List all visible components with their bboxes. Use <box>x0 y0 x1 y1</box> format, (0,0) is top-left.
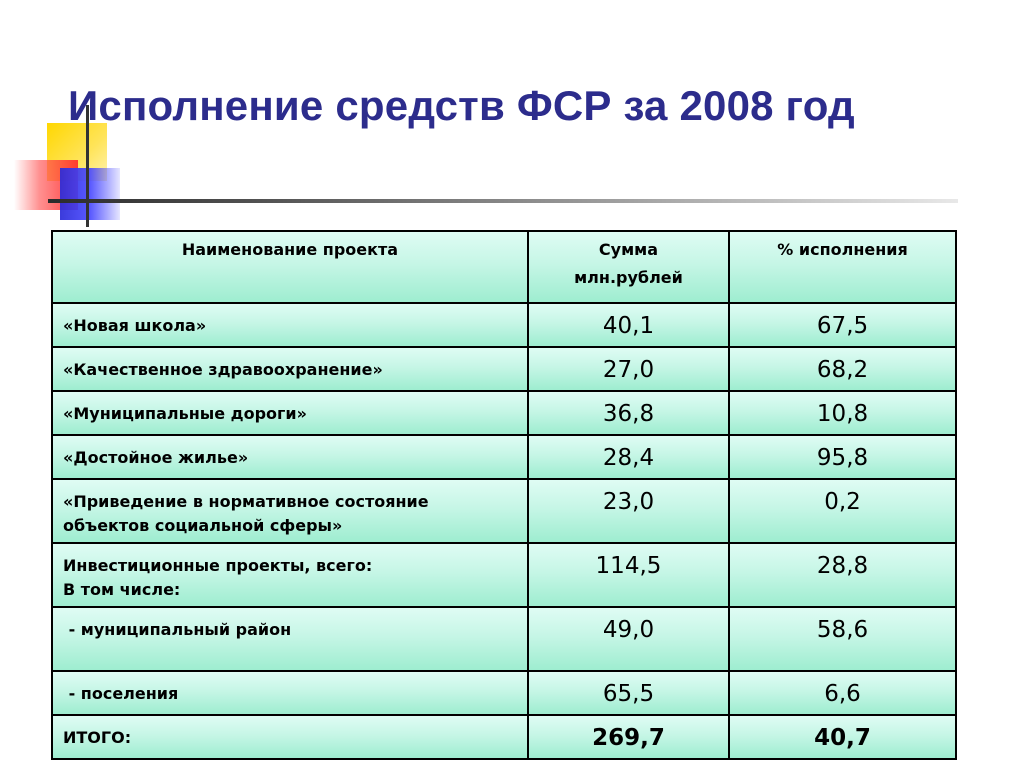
row-percent: 0,2 <box>729 479 956 543</box>
row-project-name-text-line2: объектов социальной сферы» <box>63 516 343 535</box>
row-sum: 36,8 <box>528 391 729 435</box>
row-project-name-text: «Новая школа» <box>63 316 207 335</box>
row-sum: 23,0 <box>528 479 729 543</box>
row-sum: 114,5 <box>528 543 729 607</box>
row-project-name-text: «Качественное здравоохранение» <box>63 360 383 379</box>
table-row <box>52 607 956 671</box>
table-row <box>52 391 956 435</box>
table-row <box>52 671 956 715</box>
total-sum: 269,7 <box>528 715 729 759</box>
header-sum-label: Сумма <box>598 240 659 259</box>
row-percent: 68,2 <box>729 347 956 391</box>
row-percent: 58,6 <box>729 607 956 671</box>
row-project-name <box>52 543 528 607</box>
table-header-row <box>52 231 956 303</box>
header-sum <box>528 231 729 303</box>
row-project-name <box>52 607 528 671</box>
row-project-name-text-line2: В том числе: <box>63 580 181 599</box>
row-sum: 65,5 <box>528 671 729 715</box>
row-percent: 6,6 <box>729 671 956 715</box>
logo-blue-square <box>60 168 120 220</box>
row-sum: 40,1 <box>528 303 729 347</box>
row-project-name <box>52 303 528 347</box>
row-percent: 10,8 <box>729 391 956 435</box>
header-project-name-label: Наименование проекта <box>181 240 399 259</box>
header-project-name <box>52 231 528 303</box>
row-project-name <box>52 391 528 435</box>
row-percent: 95,8 <box>729 435 956 479</box>
header-percent-label: % исполнения <box>777 240 908 259</box>
table-row <box>52 347 956 391</box>
total-percent: 40,7 <box>729 715 956 759</box>
total-label <box>52 715 528 759</box>
header-sum-unit: млн.рублей <box>574 268 683 287</box>
row-project-name-text: «Муниципальные дороги» <box>63 404 307 423</box>
header-percent <box>729 231 956 303</box>
table-row <box>52 435 956 479</box>
row-project-name <box>52 347 528 391</box>
fsr-execution-table <box>51 230 957 760</box>
row-project-name-text: «Достойное жилье» <box>63 448 249 467</box>
slide-title: Исполнение средств ФСР за 2008 год <box>68 82 855 129</box>
row-percent: 28,8 <box>729 543 956 607</box>
row-project-name <box>52 671 528 715</box>
row-project-name-text: - муниципальный район <box>63 620 292 639</box>
table-row <box>52 303 956 347</box>
row-sum: 27,0 <box>528 347 729 391</box>
row-project-name <box>52 435 528 479</box>
title-underline <box>48 199 958 203</box>
total-label-text: ИТОГО: <box>63 728 132 747</box>
row-project-name <box>52 479 528 543</box>
table-row <box>52 479 956 543</box>
row-sum: 28,4 <box>528 435 729 479</box>
row-project-name-text: Инвестиционные проекты, всего: <box>63 556 373 575</box>
row-project-name-text: - поселения <box>63 684 179 703</box>
row-percent: 67,5 <box>729 303 956 347</box>
row-project-name-text: «Приведение в нормативное состояние <box>63 492 429 511</box>
row-sum: 49,0 <box>528 607 729 671</box>
table-row <box>52 543 956 607</box>
table-total-row <box>52 715 956 759</box>
